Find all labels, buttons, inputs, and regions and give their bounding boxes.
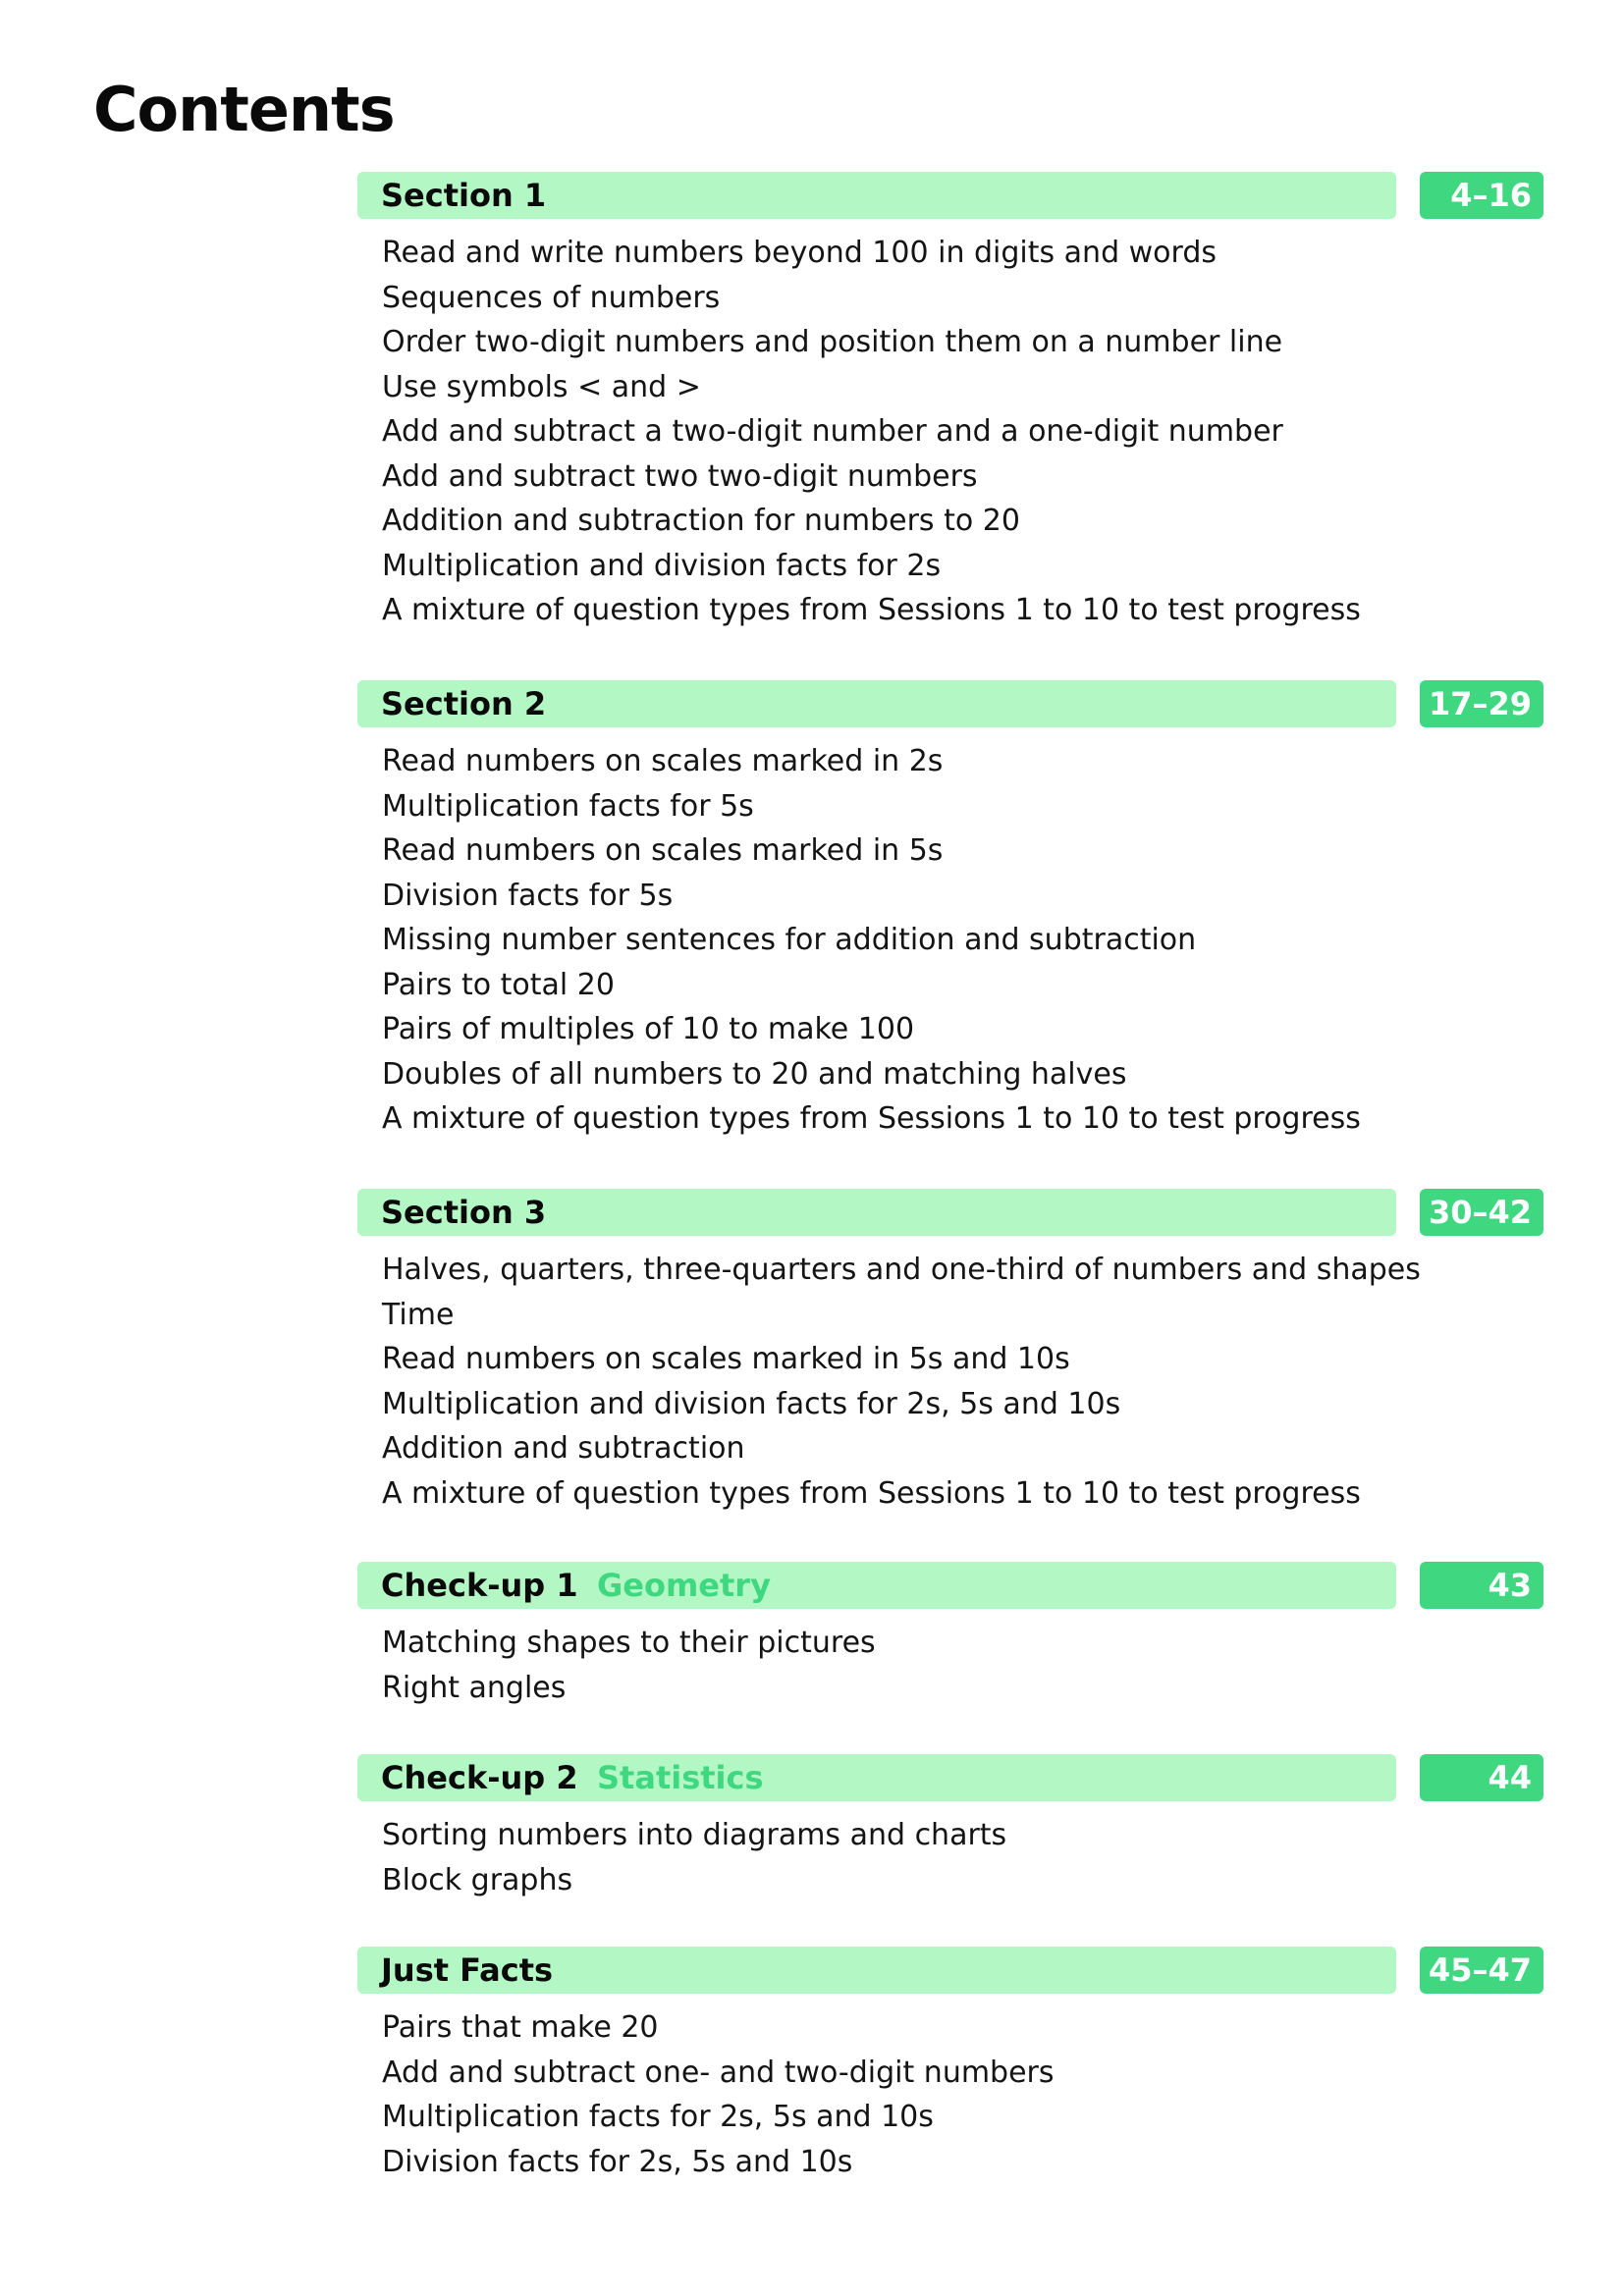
topic-list (382, 2005, 1055, 2184)
topic-item: Halves, quarters, three-quarters and one-third of numbers and shapes (382, 1253, 1421, 1287)
page-title: Contents (93, 74, 395, 145)
topic-item: Read numbers on scales marked in 5s and 10s (382, 1342, 1070, 1376)
section-title: Check-up 2 (381, 1759, 578, 1796)
section-header-bar (357, 172, 1396, 219)
page-range: 44 (1488, 1759, 1532, 1796)
section-header-bar (357, 1189, 1396, 1236)
page-range: 17–29 (1428, 685, 1532, 722)
topic-item: Read numbers on scales marked in 2s (382, 744, 944, 778)
topic-item: Add and subtract one- and two-digit numbers (382, 2055, 1055, 2090)
topic-item: Sequences of numbers (382, 280, 721, 315)
topic-item: Read and write numbers beyond 100 in digits and words (382, 236, 1218, 270)
section-subtitle: Statistics (597, 1759, 764, 1796)
section-title: Check-up 1 (381, 1567, 578, 1604)
topic-item: Pairs that make 20 (382, 2010, 659, 2045)
topic-item: Division facts for 5s (382, 878, 674, 913)
topic-list (382, 1248, 1421, 1516)
page-range-badge (1420, 1189, 1543, 1236)
page-range: 43 (1488, 1567, 1532, 1604)
topic-item: Right angles (382, 1670, 567, 1705)
topic-item: Sorting numbers into diagrams and charts (382, 1818, 1007, 1852)
page-range-badge (1420, 172, 1543, 219)
topic-item: Addition and subtraction for numbers to 20 (382, 504, 1020, 538)
page-range-badge (1420, 1947, 1543, 1994)
topic-item: Block graphs (382, 1862, 573, 1897)
topic-item: Order two-digit numbers and position them on a number line (382, 325, 1283, 359)
topic-item: A mixture of question types from Sessions 1 to 10 to test progress (382, 593, 1361, 627)
topic-item: Read numbers on scales marked in 5s (382, 833, 944, 868)
topic-list (382, 1813, 1006, 1902)
section-title: Section 2 (381, 685, 547, 722)
topic-item: Add and subtract two two-digit numbers (382, 458, 978, 494)
page-range-badge (1420, 1754, 1543, 1801)
topic-list (382, 231, 1361, 633)
section-subtitle: Geometry (597, 1567, 771, 1604)
page-range: 30–42 (1428, 1194, 1532, 1231)
section-header-bar (357, 1754, 1396, 1801)
topic-item: Missing number sentences for addition and subtraction (382, 923, 1197, 957)
topic-item: Division facts for 2s, 5s and 10s (382, 2144, 853, 2179)
topic-item: Use symbols < and > (382, 369, 701, 404)
section-title: Section 1 (381, 177, 547, 214)
topic-item: Time (382, 1297, 455, 1332)
topic-item: Matching shapes to their pictures (382, 1626, 876, 1660)
topic-item: Multiplication facts for 5s (382, 788, 754, 824)
section-header-bar (357, 1562, 1396, 1609)
section-header-bar (357, 1947, 1396, 1994)
section-title: Section 3 (381, 1194, 547, 1231)
topic-item: Multiplication and division facts for 2s, 5s and 10s (382, 1386, 1121, 1421)
topic-item: Doubles of all numbers to 20 and matching halves (382, 1056, 1127, 1092)
topic-item: Addition and subtraction (382, 1431, 745, 1466)
topic-item: Multiplication facts for 2s, 5s and 10s (382, 2100, 934, 2134)
page-range: 45–47 (1428, 1951, 1532, 1989)
topic-item: A mixture of question types from Sessions 1 to 10 to test progress (382, 1475, 1361, 1511)
topic-item: Pairs to total 20 (382, 967, 615, 1002)
section-title: Just Facts (381, 1951, 554, 1989)
topic-item: Add and subtract a two-digit number and a one-digit number (382, 414, 1283, 449)
topic-item: A mixture of question types from Sessions 1 to 10 to test progress (382, 1101, 1361, 1136)
page-range-badge (1420, 1562, 1543, 1609)
topic-item: Pairs of multiples of 10 to make 100 (382, 1012, 915, 1046)
page-range-badge (1420, 680, 1543, 727)
topic-list (382, 1621, 876, 1710)
section-header-bar (357, 680, 1396, 727)
topic-list (382, 739, 1361, 1142)
topic-item: Multiplication and division facts for 2s (382, 548, 942, 583)
page-range: 4–16 (1450, 177, 1532, 214)
